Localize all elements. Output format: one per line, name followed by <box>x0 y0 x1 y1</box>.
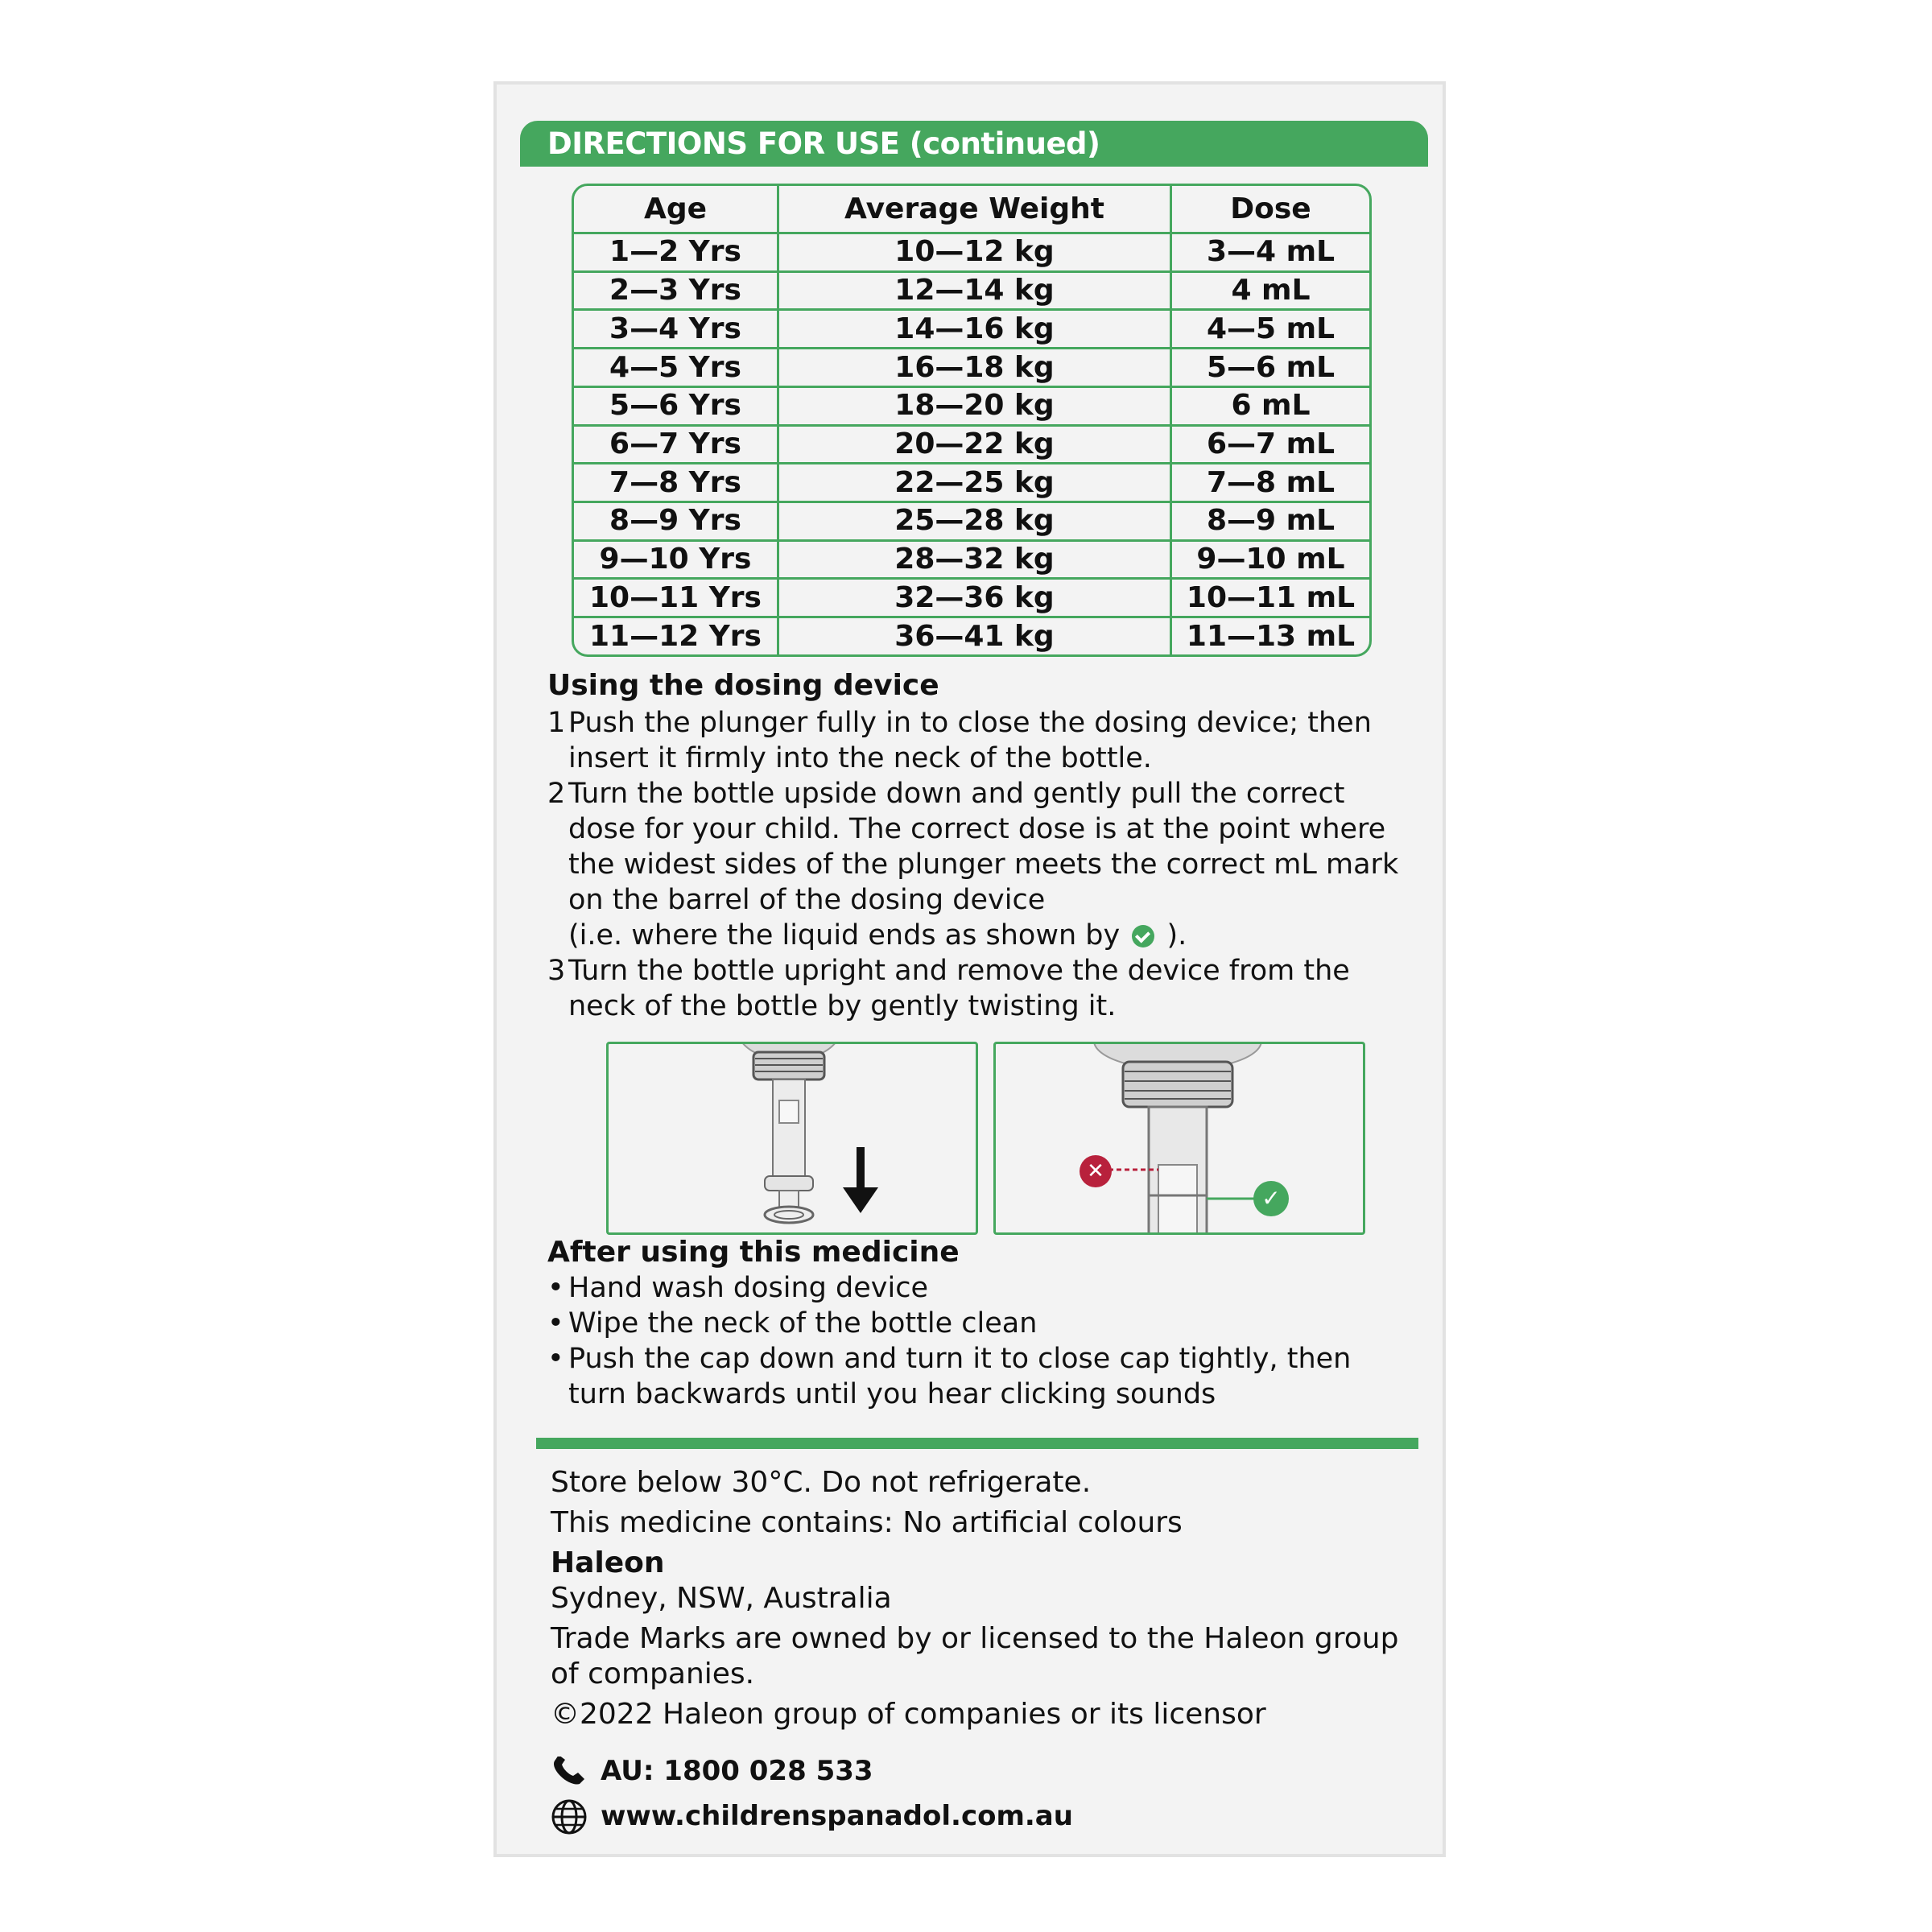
dose-cell: 4 mL <box>1171 271 1370 310</box>
step-text-suffix: ). <box>1166 919 1187 952</box>
weight-cell: 28—32 kg <box>778 540 1171 579</box>
dose-cell: 8—9 mL <box>1171 502 1370 541</box>
header-age: Age <box>643 192 708 225</box>
phone-number: AU: 1800 028 533 <box>601 1755 873 1787</box>
table-row <box>574 386 1369 425</box>
step-text: Turn the bottle upright and remove the device from the neck of the bottle by gently twisting it. <box>568 955 1350 1022</box>
step-2 <box>547 776 1417 953</box>
dosing-device-title: Using the dosing device <box>547 669 939 702</box>
table-header-row <box>574 186 1369 233</box>
section-divider <box>536 1438 1418 1449</box>
dose-cell: 7—8 mL <box>1171 464 1370 502</box>
dose-mark-drawing <box>996 1044 1365 1235</box>
list-item: • Wipe the neck of the bottle clean <box>547 1306 1417 1341</box>
list-item: • Push the cap down and turn it to close cap tightly, then turn backwards until you hear clicking sounds <box>547 1341 1417 1412</box>
weight-cell: 14—16 kg <box>778 310 1171 349</box>
company-location: Sydney, NSW, Australia <box>551 1582 892 1615</box>
dose-cell: 6—7 mL <box>1171 425 1370 464</box>
table-row <box>574 502 1369 541</box>
step-text: Push the plunger fully in to close the dosing device; then insert it firmly into the neck of the bottle. <box>568 707 1372 774</box>
weight-cell: 25—28 kg <box>778 502 1171 541</box>
dose-cell: 5—6 mL <box>1171 349 1370 387</box>
age-cell: 3—4 Yrs <box>574 310 778 349</box>
dose-cell: 11—13 mL <box>1171 617 1370 654</box>
step-text: Turn the bottle upside down and gently pull the correct dose for your child. The correct dose is at the point where the widest sides of the plunger meets the correct mL mark on the barrel of the dosing device <box>568 778 1399 916</box>
weight-cell: 20—22 kg <box>778 425 1171 464</box>
weight-cell: 16—18 kg <box>778 349 1171 387</box>
after-use-title: After using this medicine <box>547 1236 960 1269</box>
age-cell: 10—11 Yrs <box>574 579 778 617</box>
phone-contact <box>551 1753 873 1789</box>
age-cell: 6—7 Yrs <box>574 425 778 464</box>
banner-title: DIRECTIONS FOR USE (continued) <box>547 126 1100 161</box>
company-name: Haleon <box>551 1546 665 1579</box>
header-weight: Average Weight <box>778 186 1171 233</box>
weight-cell: 18—20 kg <box>778 386 1171 425</box>
down-arrow-icon <box>840 1147 881 1220</box>
age-cell: 11—12 Yrs <box>574 617 778 654</box>
step-number: 2 <box>547 778 566 810</box>
copyright-text: ©2022 Haleon group of companies or its licensor <box>551 1698 1266 1731</box>
age-cell: 8—9 Yrs <box>574 502 778 541</box>
table-row <box>574 310 1369 349</box>
step-number: 1 <box>547 707 566 739</box>
weight-cell: 12—14 kg <box>778 271 1171 310</box>
check-circle-icon: ✓ <box>1253 1181 1289 1216</box>
website-contact[interactable] <box>551 1798 1073 1834</box>
dose-cell: 3—4 mL <box>1171 233 1370 272</box>
age-cell: 9—10 Yrs <box>574 540 778 579</box>
step-text-prefix: (i.e. where the liquid ends as shown by <box>568 919 1121 952</box>
check-circle-icon <box>1132 925 1154 947</box>
age-cell: 1—2 Yrs <box>574 233 778 272</box>
weight-cell: 10—12 kg <box>778 233 1171 272</box>
weight-cell: 32—36 kg <box>778 579 1171 617</box>
age-cell: 5—6 Yrs <box>574 386 778 425</box>
step-3 <box>547 953 1417 1024</box>
table-row <box>574 425 1369 464</box>
bullet-text: Wipe the neck of the bottle clean <box>568 1307 1038 1340</box>
directions-banner <box>520 121 1428 167</box>
cross-circle-icon: ✕ <box>1080 1155 1112 1187</box>
age-cell: 4—5 Yrs <box>574 349 778 387</box>
table-row <box>574 349 1369 387</box>
age-cell: 7—8 Yrs <box>574 464 778 502</box>
dosage-table <box>572 184 1372 657</box>
weight-cell: 22—25 kg <box>778 464 1171 502</box>
website-link[interactable]: www.childrenspanadol.com.au <box>601 1800 1073 1832</box>
storage-text: Store below 30°C. Do not refrigerate. <box>551 1466 1092 1499</box>
age-cell: 2—3 Yrs <box>574 271 778 310</box>
list-item: • Hand wash dosing device <box>547 1270 1417 1306</box>
step-number: 3 <box>547 955 566 987</box>
table-row <box>574 271 1369 310</box>
weight-cell: 36—41 kg <box>778 617 1171 654</box>
bullet-text: Push the cap down and turn it to close cap tightly, then turn backwards until you hear clicking sounds <box>568 1343 1352 1410</box>
table-row <box>574 617 1369 654</box>
illustration-correct-dose-mark <box>993 1042 1365 1235</box>
table-row <box>574 464 1369 502</box>
dose-cell: 6 mL <box>1171 386 1370 425</box>
contents-text: This medicine contains: No artificial colours <box>551 1506 1183 1539</box>
trademark-text: Trade Marks are owned by or licensed to the Haleon group of companies. <box>551 1622 1399 1690</box>
bullet-text: Hand wash dosing device <box>568 1272 928 1304</box>
illustration-pull-plunger <box>606 1042 978 1235</box>
table-row <box>574 579 1369 617</box>
table-row <box>574 233 1369 272</box>
globe-icon <box>551 1798 588 1835</box>
phone-icon <box>551 1757 589 1787</box>
dose-cell: 4—5 mL <box>1171 310 1370 349</box>
table-row <box>574 540 1369 579</box>
step-1 <box>547 705 1417 776</box>
dose-cell: 10—11 mL <box>1171 579 1370 617</box>
syringe-pull-drawing <box>609 1044 978 1235</box>
dose-cell: 9—10 mL <box>1171 540 1370 579</box>
header-dose: Dose <box>1171 186 1370 233</box>
